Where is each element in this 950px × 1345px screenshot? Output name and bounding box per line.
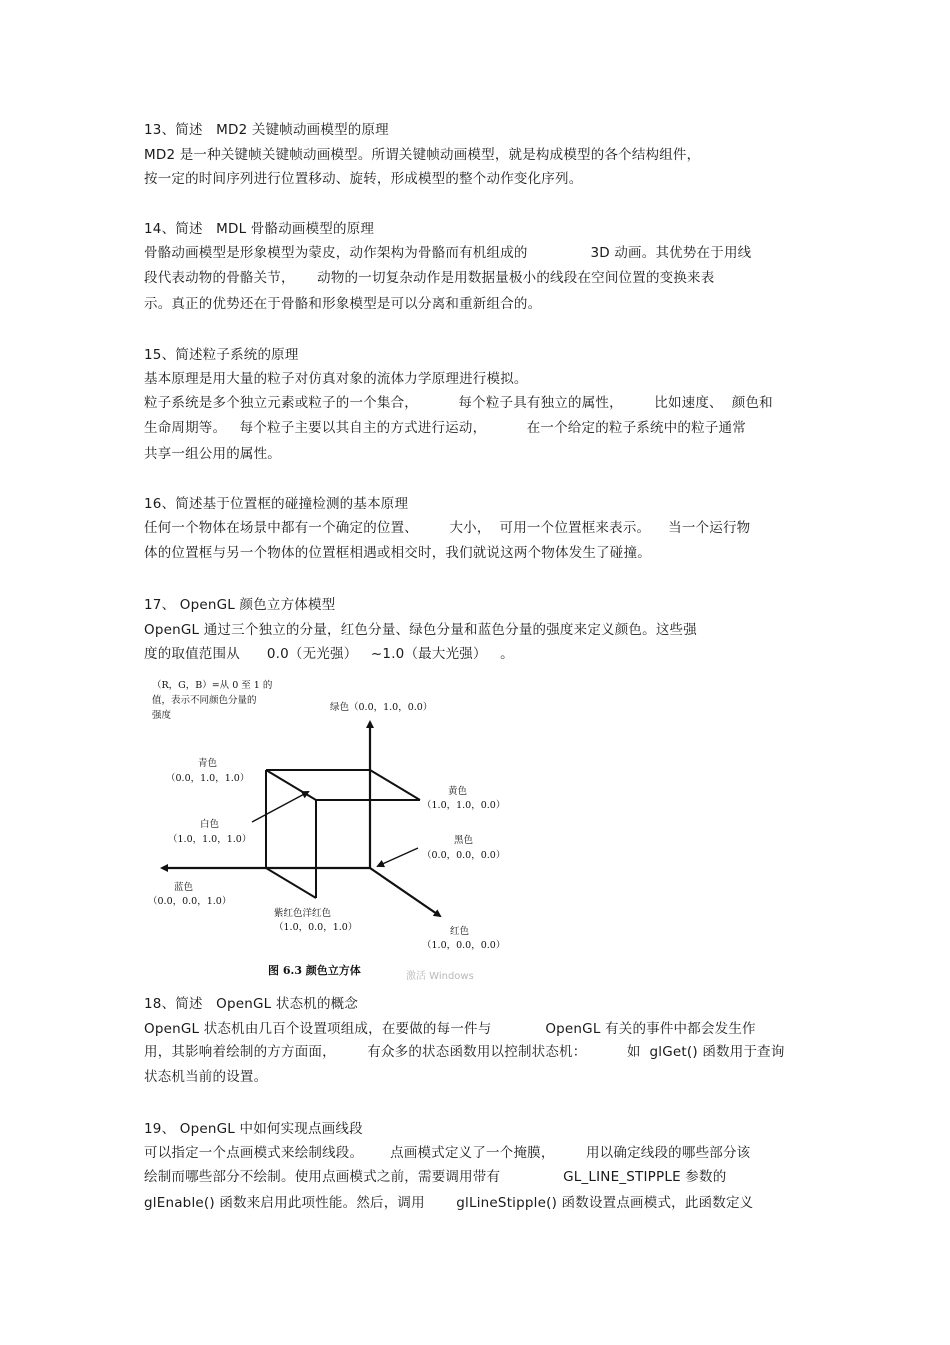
section-16-line-1: 任何一个物体在场景中都有一个确定的位置、 大小， 可用一个位置框来表示。 当一个运行物 — [144, 520, 751, 536]
section-16-line-2: 体的位置框与另一个物体的位置框相遇或相交时，我们就说这两个物体发生了碰撞。 — [144, 545, 651, 561]
red-value: （1.0，0.0，0.0） — [422, 940, 506, 951]
section-14-heading: 14、简述 MDL 骨骼动画模型的原理 — [144, 221, 375, 237]
section-17-line-2: 度的取值范围从 0.0（无光强） ~1.0（最大光强） 。 — [144, 646, 514, 662]
section-19-line-1: 可以指定一个点画模式来绘制线段。 点画模式定义了一个掩膜， 用以确定线段的哪些部分该 — [144, 1145, 751, 1161]
section-15-line-1: 基本原理是用大量的粒子对仿真对象的流体力学原理进行模拟。 — [144, 371, 528, 387]
yellow-name: 黄色 — [448, 786, 468, 797]
section-19-heading: 19、 OpenGL 中如何实现点画线段 — [144, 1121, 363, 1137]
section-18-line-1: OpenGL 状态机由几百个设置项组成，在要做的每一件与 OpenGL 有关的事件中都会发生作 — [144, 1021, 756, 1037]
black-value: （0.0，0.0，0.0） — [422, 850, 506, 861]
section-13-line-1: MD2 是一种关键帧关键帧动画模型。所谓关键帧动画模型，就是构成模型的各个结构组件， — [144, 147, 701, 163]
section-16-heading: 16、简述基于位置框的碰撞检测的基本原理 — [144, 496, 409, 512]
watermark-text: 激活 Windows — [406, 971, 474, 982]
section-15-line-2: 粒子系统是多个独立元素或粒子的一个集合， 每个粒子具有独立的属性， 比如速度、 颜色和 — [144, 395, 773, 411]
figure-caption: 图 6.3 颜色立方体 — [268, 964, 361, 977]
magenta-value: （1.0，0.0，1.0） — [274, 922, 358, 933]
cube-outline — [266, 770, 420, 898]
black-pointer-arrow — [378, 848, 418, 866]
section-15-line-4: 共享一组公用的属性。 — [144, 446, 281, 462]
section-14-line-1: 骨骼动画模型是形象模型为蒙皮，动作架构为骨骼而有机组成的 3D 动画。其优势在于用线 — [144, 245, 752, 261]
section-15-heading: 15、简述粒子系统的原理 — [144, 347, 299, 363]
section-14-line-3: 示。真正的优势还在于骨骼和形象模型是可以分离和重新组合的。 — [144, 296, 542, 312]
figure-note-1: （R，G，B）=从 0 至 1 的 — [152, 680, 273, 691]
blue-name: 蓝色 — [174, 882, 194, 893]
cyan-name: 青色 — [198, 758, 218, 769]
red-axis-arrow — [370, 868, 440, 916]
section-18-heading: 18、简述 OpenGL 状态机的概念 — [144, 996, 359, 1012]
magenta-name: 紫红色洋红色 — [274, 908, 332, 919]
figure-note-2: 值，表示不同颜色分量的 — [152, 695, 257, 706]
black-name: 黑色 — [454, 835, 474, 846]
section-17-heading: 17、 OpenGL 颜色立方体模型 — [144, 597, 336, 613]
section-19-line-2: 绘制而哪些部分不绘制。使用点画模式之前，需要调用带有 GL_LINE_STIPPLE 参数的 — [144, 1169, 727, 1185]
white-value: （1.0，1.0，1.0） — [168, 834, 252, 845]
figure-note-3: 强度 — [152, 710, 172, 721]
section-19-line-3: glEnable() 函数来启用此项性能。然后，调用 glLineStipple() 函数设置点画模式，此函数定义 — [144, 1195, 754, 1211]
section-14-line-2: 段代表动物的骨骼关节， 动物的一切复杂动作是用数据量极小的线段在空间位置的变换来表 — [144, 270, 715, 286]
cyan-value: （0.0，1.0，1.0） — [166, 773, 250, 784]
white-name: 白色 — [200, 819, 220, 830]
section-18-line-3: 状态机当前的设置。 — [144, 1069, 268, 1085]
blue-value: （0.0，0.0，1.0） — [148, 896, 232, 907]
section-13-heading: 13、简述 MD2 关键帧动画模型的原理 — [144, 122, 389, 138]
white-pointer-arrow — [252, 792, 308, 822]
section-18-line-2: 用，其影响着绘制的方方面面， 有众多的状态函数用以控制状态机： 如 glGet() 函数用于查询 — [144, 1044, 785, 1060]
section-15-line-3: 生命周期等。 每个粒子主要以其自主的方式进行运动， 在一个给定的粒子系统中的粒子通常 — [144, 420, 746, 436]
yellow-value: （1.0，1.0，0.0） — [422, 800, 506, 811]
section-13-line-2: 按一定的时间序列进行位置移动、旋转，形成模型的整个动作变化序列。 — [144, 171, 583, 187]
section-17-line-1: OpenGL 通过三个独立的分量，红色分量、绿色分量和蓝色分量的强度来定义颜色。这些强 — [144, 622, 697, 638]
green-label: 绿色（0.0，1.0，0.0） — [330, 702, 433, 713]
red-name: 红色 — [450, 926, 470, 937]
color-cube-figure — [140, 672, 520, 984]
